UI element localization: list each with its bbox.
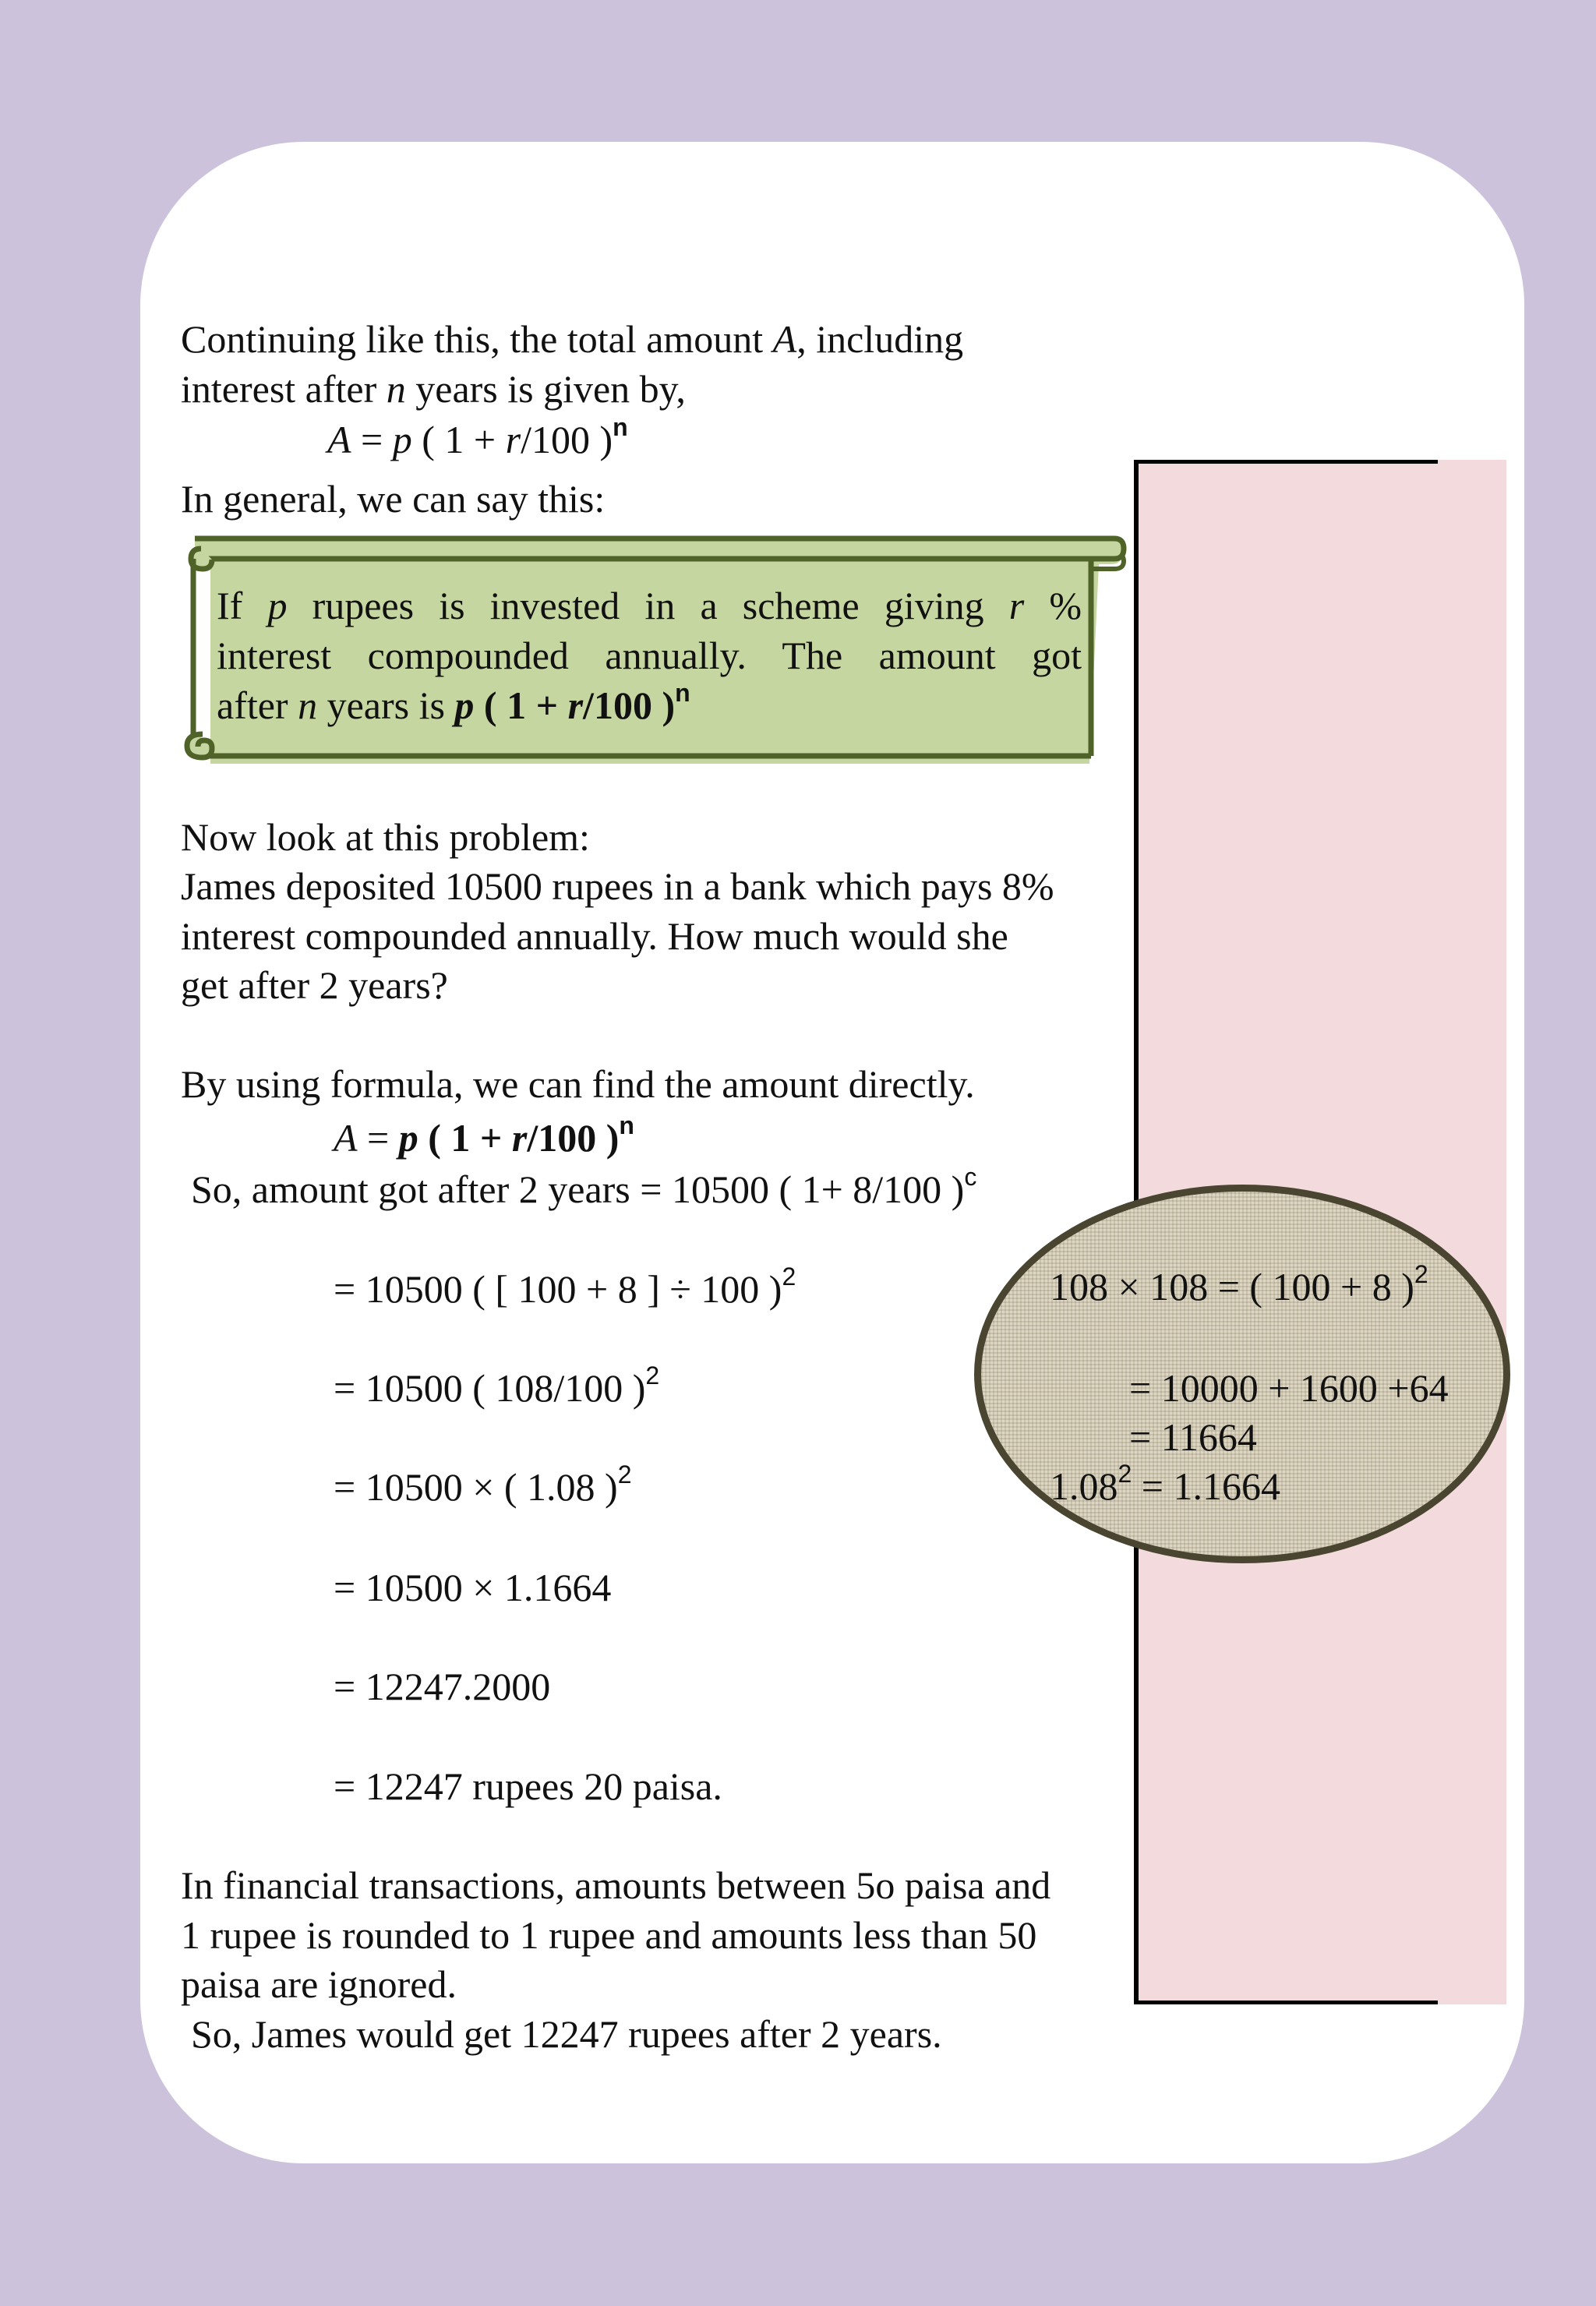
- calculation-note: [974, 1185, 1510, 1563]
- note-line-1: 108 × 108 = ( 100 + 8 )$^2$: [1050, 1260, 1428, 1308]
- conclusion-line-1: In financial transactions, amounts between 5o paisa and: [181, 1863, 1051, 1907]
- general-heading: In general, we can say this:: [181, 477, 606, 521]
- step-4: = 10500 × 1.1664: [334, 1566, 612, 1609]
- so-line: So, amount got after 2 years = 10500 ( 1+ 8/100 )$^c$: [191, 1163, 977, 1211]
- step-2: = 10500 ( 108/100 )$^2$: [334, 1361, 660, 1410]
- problem-line-2: interest compounded annually. How much would she: [181, 914, 1008, 958]
- step-6: = 12247 rupees 20 paisa.: [334, 1764, 722, 1808]
- conclusion-line-3: paisa are ignored.: [181, 1962, 457, 2006]
- scroll-text: [217, 581, 1082, 730]
- rule-scroll: [179, 530, 1146, 764]
- problem-line-3: get after 2 years?: [181, 963, 448, 1007]
- intro-line-2: interest after n years is given by,: [181, 367, 686, 411]
- step-3: = 10500 × ( 1.08 )$^2$: [334, 1460, 632, 1509]
- scroll-line-3: after n years is p ( 1 + r/100 )$^n$: [217, 679, 690, 727]
- problem-line-1: James deposited 10500 rupees in a bank which pays 8%: [181, 864, 1054, 908]
- conclusion-line-2: 1 rupee is rounded to 1 rupee and amounts less than 50: [181, 1913, 1037, 1957]
- scroll-line-1: If p rupees is invested in a scheme giving r %: [217, 584, 1082, 627]
- formula-amount: A = p ( 1 + r/100 )$^n$: [334, 1111, 634, 1160]
- note-line-4: $1.08^2 = 1.1664$: [1050, 1460, 1280, 1508]
- method-line: By using formula, we can find the amount directly.: [181, 1062, 975, 1106]
- note-line-3: = 11664: [1129, 1415, 1257, 1459]
- problem-heading: Now look at this problem:: [181, 815, 590, 859]
- note-line-2: = 10000 + 1600 +64: [1129, 1366, 1449, 1410]
- conclusion-line-4: So, James would get 12247 rupees after 2 years.: [191, 2012, 942, 2056]
- step-1: = 10500 ( [ 100 + 8 ] ÷ 100 )$^2$: [334, 1262, 796, 1311]
- scroll-line-2: interest compounded annually. The amount got: [217, 634, 1082, 677]
- step-5: = 12247.2000: [334, 1665, 551, 1708]
- formula-compound: A = p ( 1 + r/100 )$^n$: [327, 413, 628, 461]
- intro-line-1: Continuing like this, the total amount A, including: [181, 317, 964, 361]
